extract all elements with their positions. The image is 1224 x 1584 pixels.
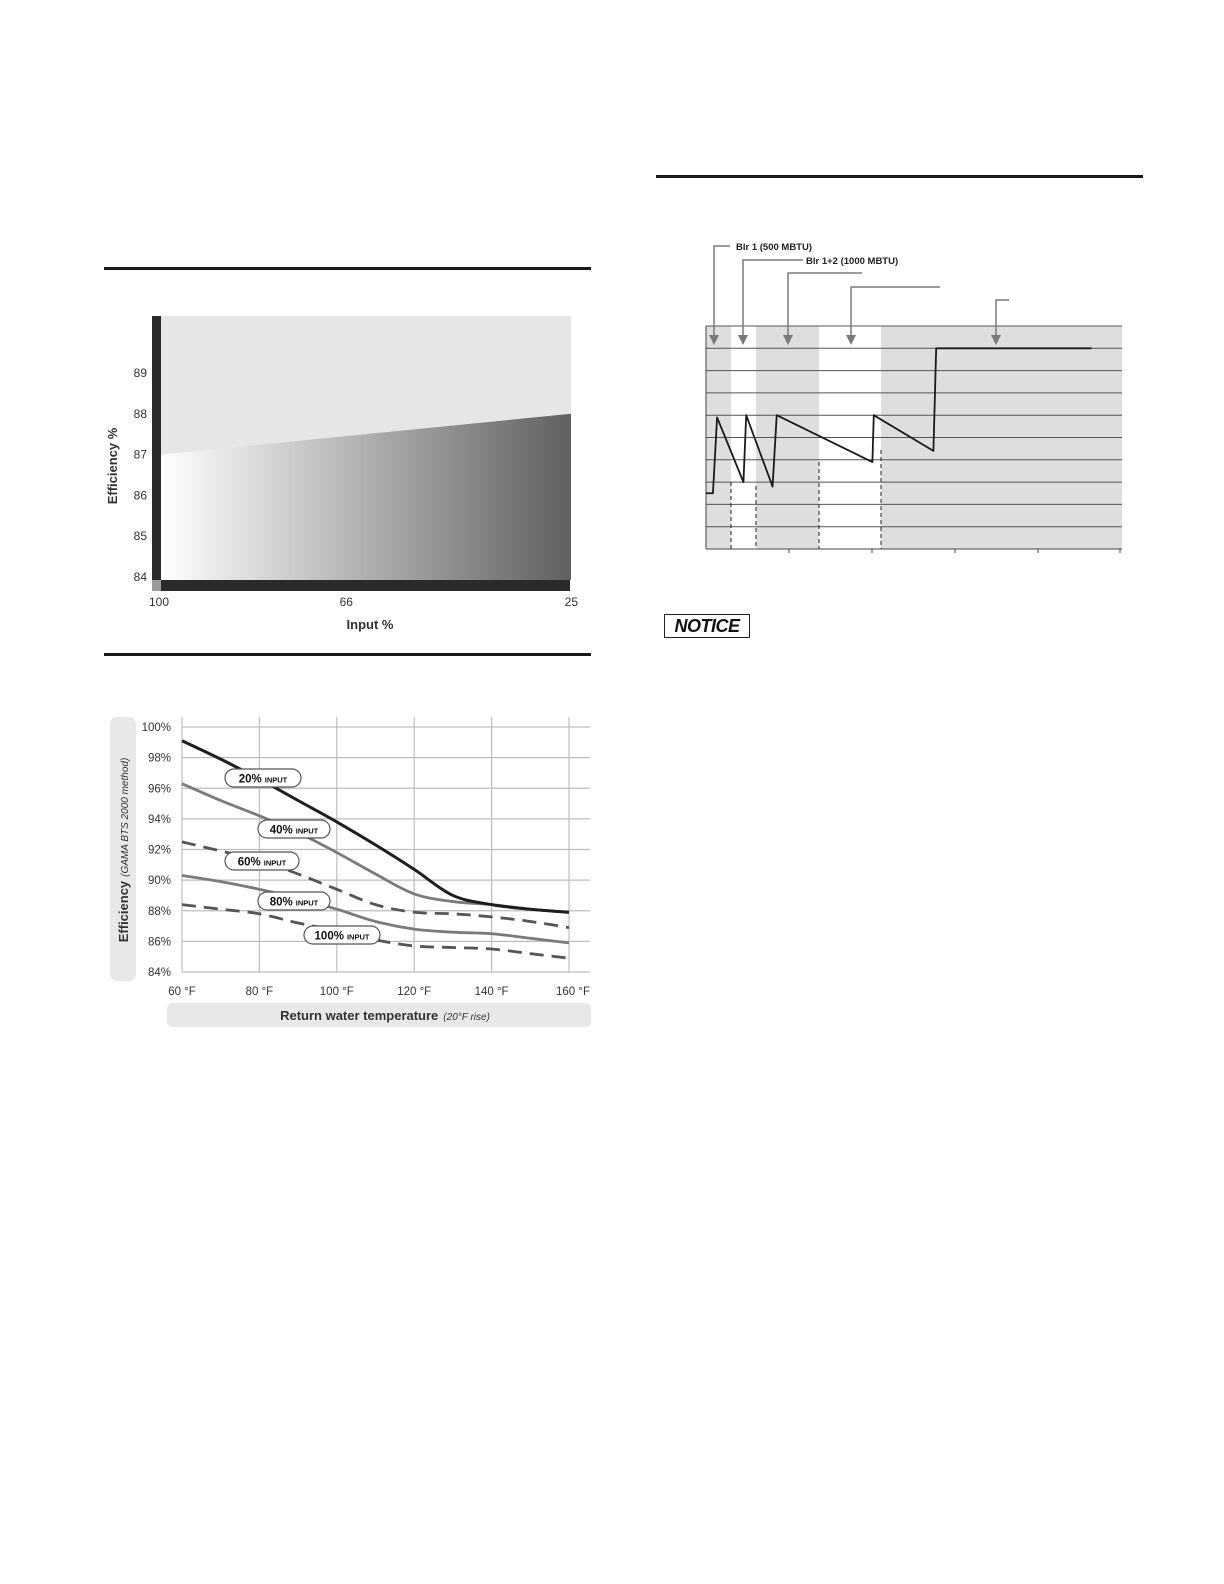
chart2-x-tick-label: 80 °F — [245, 986, 274, 998]
chart1-x-tick-label: 25 — [564, 595, 578, 609]
chart2-y-tick-label: 98% — [147, 752, 171, 765]
chart1-y-tick-label: 89 — [133, 366, 147, 380]
chart2-y-tick-label: 96% — [147, 783, 171, 796]
chart2-y-tick-label: 90% — [147, 875, 171, 888]
notice-badge — [664, 614, 750, 638]
chart1-y-tick-label: 86 — [133, 488, 147, 503]
chart2-x-axis-note: (20°F rise) — [443, 1012, 490, 1023]
arrow-down-icon — [738, 335, 748, 345]
chart3-annotation-blr12: Blr 1+2 (1000 MBTU) — [806, 256, 899, 267]
chart2-y-tick-label: 100% — [141, 722, 171, 734]
chart2-x-tick-label: 120 °F — [397, 986, 432, 998]
arrow-down-icon — [846, 335, 856, 345]
notice-label: NOTICE — [674, 615, 740, 636]
svg-text:40%INPUT: 40% INPUT — [269, 824, 319, 837]
chart2-x-tick-label: 160 °F — [555, 986, 591, 998]
chart3-x-axis-ticks — [789, 549, 1120, 553]
chart1-y-axis-label: Efficiency % — [105, 427, 120, 505]
chart1-x-tick-label: 66 — [339, 595, 353, 609]
chart2-y-tick-label: 92% — [147, 844, 171, 857]
chart1-y-tick-label: 85 — [133, 529, 147, 544]
chart2-y-tick-label: 88% — [147, 905, 171, 918]
chart2-x-tick-label: 140 °F — [474, 986, 509, 998]
chart1-y-tick-label: 87 — [133, 447, 147, 462]
chart3-annotation-blr1: Blr 1 (500 MBTU) — [736, 242, 813, 253]
chart2-x-tick-label: 60 °F — [168, 986, 196, 998]
chart2-x-tick-label: 100 °F — [319, 986, 354, 998]
chart2-y-tick-label: 94% — [147, 813, 171, 826]
chart1-y-tick-label: 88 — [133, 406, 147, 421]
chart2-y-axis-note: (GAMA BTS 2000 method) — [120, 757, 131, 877]
svg-text:100%INPUT: 100% INPUT — [314, 930, 370, 943]
chart1-x-axis-label: Input % — [346, 617, 394, 632]
svg-text:20%INPUT: 20% INPUT — [238, 773, 288, 786]
chart2-y-axis-title: Efficiency — [116, 880, 131, 943]
svg-text:60%INPUT: 60% INPUT — [237, 856, 287, 869]
chart2-x-axis-title: Return water temperature — [280, 1008, 439, 1023]
chart1-x-tick-label: 100 — [149, 595, 170, 609]
chart1-y-tick-label: 84 — [133, 570, 147, 584]
chart2-y-tick-label: 84% — [147, 967, 171, 979]
chart2-y-tick-label: 86% — [147, 936, 171, 949]
svg-text:80%INPUT: 80% INPUT — [269, 896, 319, 909]
